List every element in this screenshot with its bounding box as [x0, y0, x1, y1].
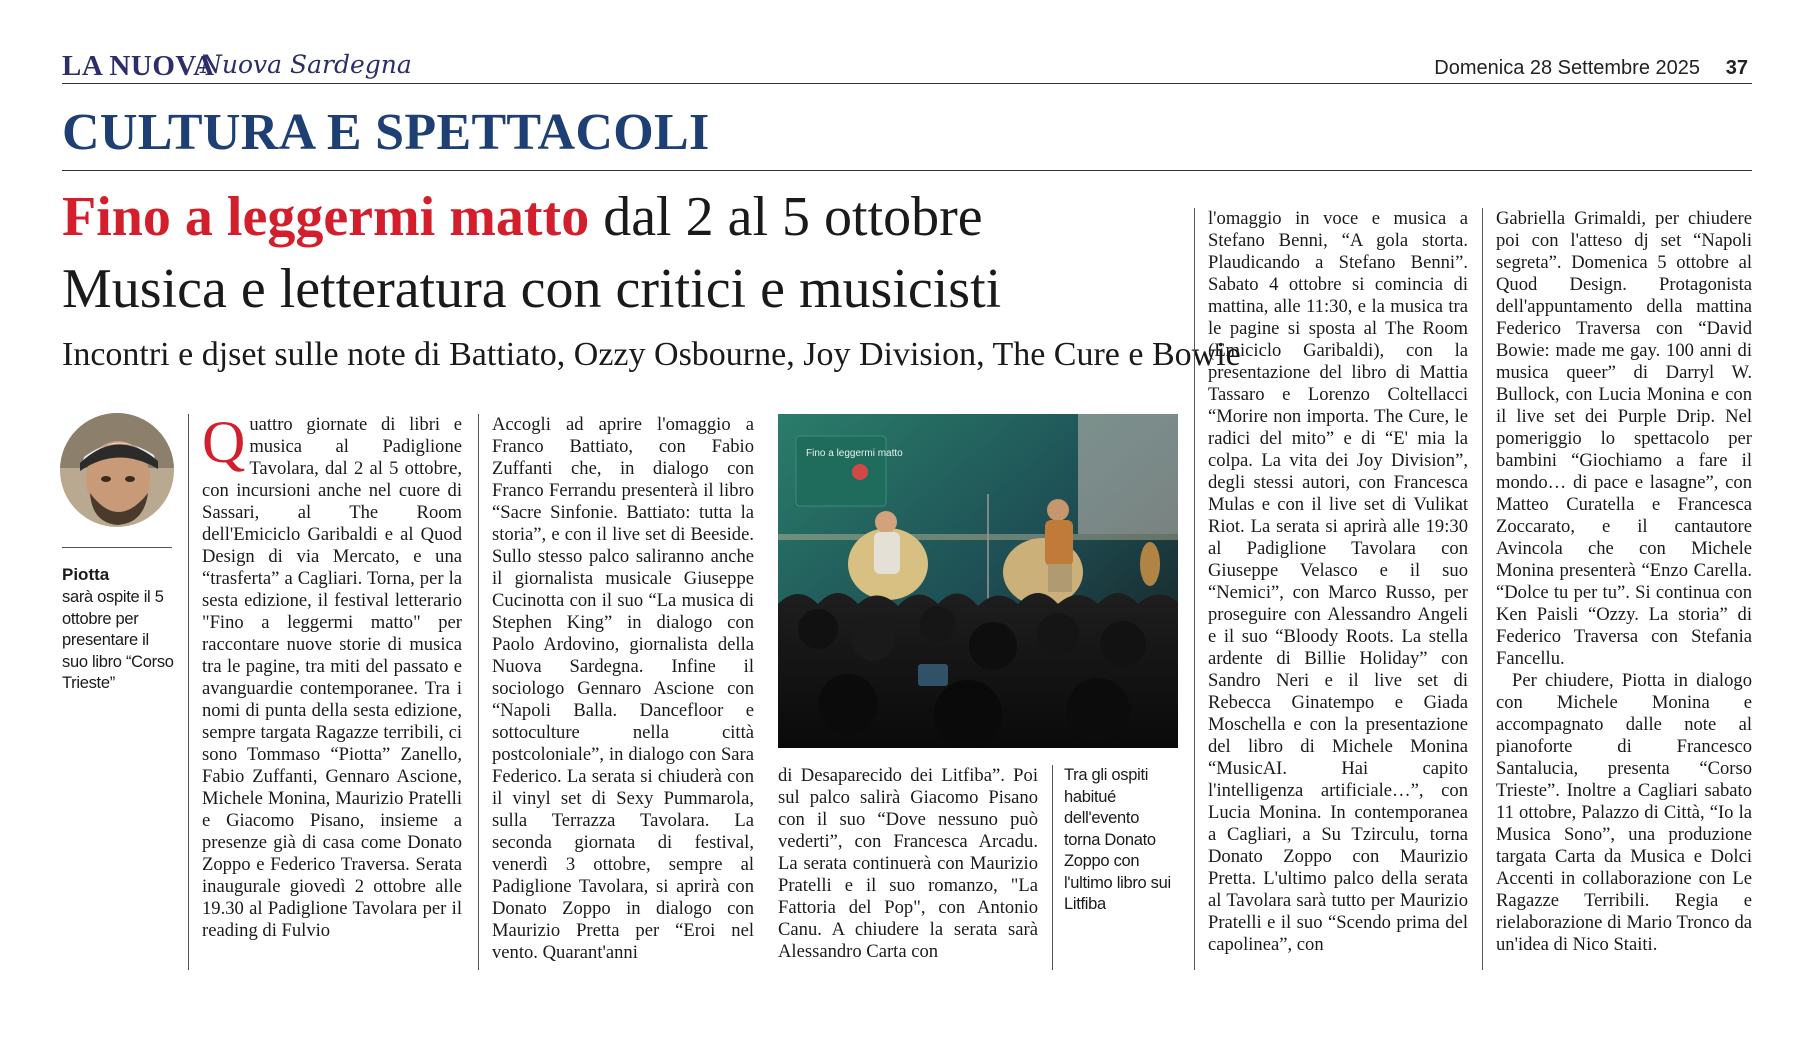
author-avatar: [60, 413, 174, 527]
article-col1-text: uattro giornate di libri e musica al Padiglione Tavolara, dal 2 al 5 ottobre, con incursioni anche nel cuore di Sassari, al The Room dell'Emiciclo Garibaldi e al Quod Design di via Mercato, e una “trasferta” a Cagliari. Torna, per la sesta edizione, il festival letterario "Fino a leggermi matto" per raccontare nuove storie di musica tra le pagine, tra miti del passato e avanguardie contemporanee. Tra i nomi di punta della sesta edizione, sempre targata Ragazze terribili, ci sono Tommaso “Piotta” Zanello, Fabio Zuffanti, Gennaro Ascione, Michele Monina, Maurizio Pratelli e Giacomo Pisano, insieme a presenze già di casa come Donato Zoppo e Federico Traversa. Serata inaugurale giovedì 2 ottobre alle 19.30 al Padiglione Tavolara per il reading di Fulvio: [202, 414, 462, 941]
article-column-3: di Desaparecido dei Litfiba”. Poi sul palco salirà Giacomo Pisano con il suo “Dove nessuno può vederti”, con Francesca Arcadu. La serata continuerà con Maurizio Pratelli e il suo romanzo, "La Fattoria del Pop", con Antonio Canu. A chiudere la serata sarà Alessandro Carta con: [778, 765, 1038, 962]
subheadline: Incontri e djset sulle note di Battiato, Ozzy Osbourne, Joy Division, The Cure e Bowie: [62, 336, 1241, 373]
article-col5-paragraph: Per chiudere, Piotta in dialogo con Michele Monina e accompagnato dalle note al pianoforte di Francesco Santalucia, presenta “Corso Trieste”. Inoltre a Cagliari sabato 11 ottobre, Palazzo di Città, “Io la Musica Sono”, una produzione targata Carta da Musica e Dolci Accenti in collaborazione con Le Ragazze Terribili. Regia e rielaborazione di Mario Tronco da un'idea di Nico Staiti.: [1496, 670, 1752, 955]
headline-line2: Musica e letteratura con critici e musicisti: [62, 258, 1002, 320]
article-column-2: Accogli ad aprire l'omaggio a Franco Battiato, con Fabio Zuffanti che, in dialogo con Franco Ferrandu presenterà il libro “Sacre Sinfonie. Battiato: tutta la storia”, e con il live set di Beeside. Sullo stesso palco saliranno anche il giornalista musicale Giuseppe Cucinotta con il suo “La musica di Stephen King” in dialogo con Paolo Ardovino, giornalista della Nuova Sardegna. Infine il sociologo Gennaro Ascione con “Napoli Balla. Dancefloor e sottoculture nella città postcoloniale”, in dialogo con Sara Federico. La serata si chiuderà con il vinyl set di Sexy Pummarola, sulla Terrazza Tavolara. La seconda giornata di festival, venerdì 3 ottobre, sempre al Padiglione Tavolara, si aprirà con Donato Zoppo in dialogo con Maurizio Pretta per “Eroi nel vento. Quarant'anni: [492, 414, 754, 963]
article-column-1: [202, 409, 462, 942]
issue-date: Domenica 28 Settembre 2025: [1434, 57, 1700, 79]
drop-cap: Q: [202, 409, 246, 475]
author-name: Piotta: [62, 565, 110, 584]
headline: [62, 186, 983, 248]
column-rule: [478, 414, 479, 970]
author-note: sarà ospite il 5 ottobre per presentare il suo libro “Corso Trieste”: [62, 588, 174, 692]
page-number: 37: [1725, 57, 1748, 79]
author-rule: [62, 547, 172, 548]
article-col5-paragraph: Gabriella Grimaldi, per chiudere poi con l'atteso dj set “Napoli segreta”. Domenica 5 ottobre al Quod Design. Protagonista dell'appuntamento della mattina Federico Traversa con “David Bowie: made me gay. 100 anni di musica queer” di Darryl W. Bullock, con Lucia Monina e con il live set dei Purple Drip. Nel pomeriggio lo spettacolo per bambini “Giochiamo a fare il mondo… di pace e lasagne”, con Matteo Curatella e Francesca Zoccarato, e il cantautore Avincola che con Michele Monina presenterà “Enzo Carella. “Dolce tu per tu”. Si continua con Ken Paisli “Ozzy. La storia” di Federico Traversa con Stefania Fancellu.: [1496, 208, 1752, 669]
column-rule: [1482, 208, 1483, 970]
column-rule: [188, 414, 189, 970]
column-rule: [1052, 765, 1053, 970]
column-rule: [1194, 208, 1195, 970]
newspaper-logo: LA NUOVA: [62, 50, 215, 82]
section-rule: [62, 170, 1752, 171]
headline-highlight: Fino a leggermi matto: [62, 186, 590, 248]
section-title: CULTURA E SPETTACOLI: [62, 104, 710, 161]
event-photo: [778, 414, 1178, 748]
article-column-5: [1496, 208, 1752, 956]
headline-rest: dal 2 al 5 ottobre: [589, 186, 983, 248]
photo-caption: Tra gli ospiti habitué dell'evento torna Donato Zoppo con l'ultimo libro sui Litfiba: [1064, 766, 1171, 913]
article-column-4: l'omaggio in voce e musica a Stefano Benni, “A gola storta. Plaudicando a Stefano Benni”. Sabato 4 ottobre si comincia di mattina, alle 11:30, e la musica tra le pagine si sposta al The Room (Emiciclo Garibaldi), con la presentazione del libro di Mattia Tassaro e Lorenzo Coltellacci “Morire non importa. The Cure, le radici del mito” e di “E' mia la colpa. La vita dei Joy Division”, degli stessi autori, con Francesca Mulas e con il live set di Vulikat Riot. La serata si aprirà alle 19:30 al Padiglione Tavolara con Giuseppe Velasco e il suo “Nemici”, con Marco Russo, per proseguire con Alessandro Angeli e il suo “Bloody Roots. La stella ardente di Billie Holiday” con Sandro Neri e il live set di Rebecca Ginatempo e Giada Moschella e con la presentazione del libro di Michele Monina “MusicAI. Hai capito l'intelligenza artificiale…”, con Lucia Monina. In contemporanea a Cagliari, a Su Tzirculu, torna Donato Zoppo con Maurizio Pretta. L'ultimo palco della serata al Tavolara sarà tutto per Maurizio Pratelli e il suo “Scendo prima del capolinea”, con: [1208, 208, 1468, 955]
masthead-rule: [62, 83, 1752, 84]
screen-text: Fino a leggermi matto: [806, 448, 903, 459]
newspaper-subtitle: Nuova Sardegna: [200, 50, 412, 79]
